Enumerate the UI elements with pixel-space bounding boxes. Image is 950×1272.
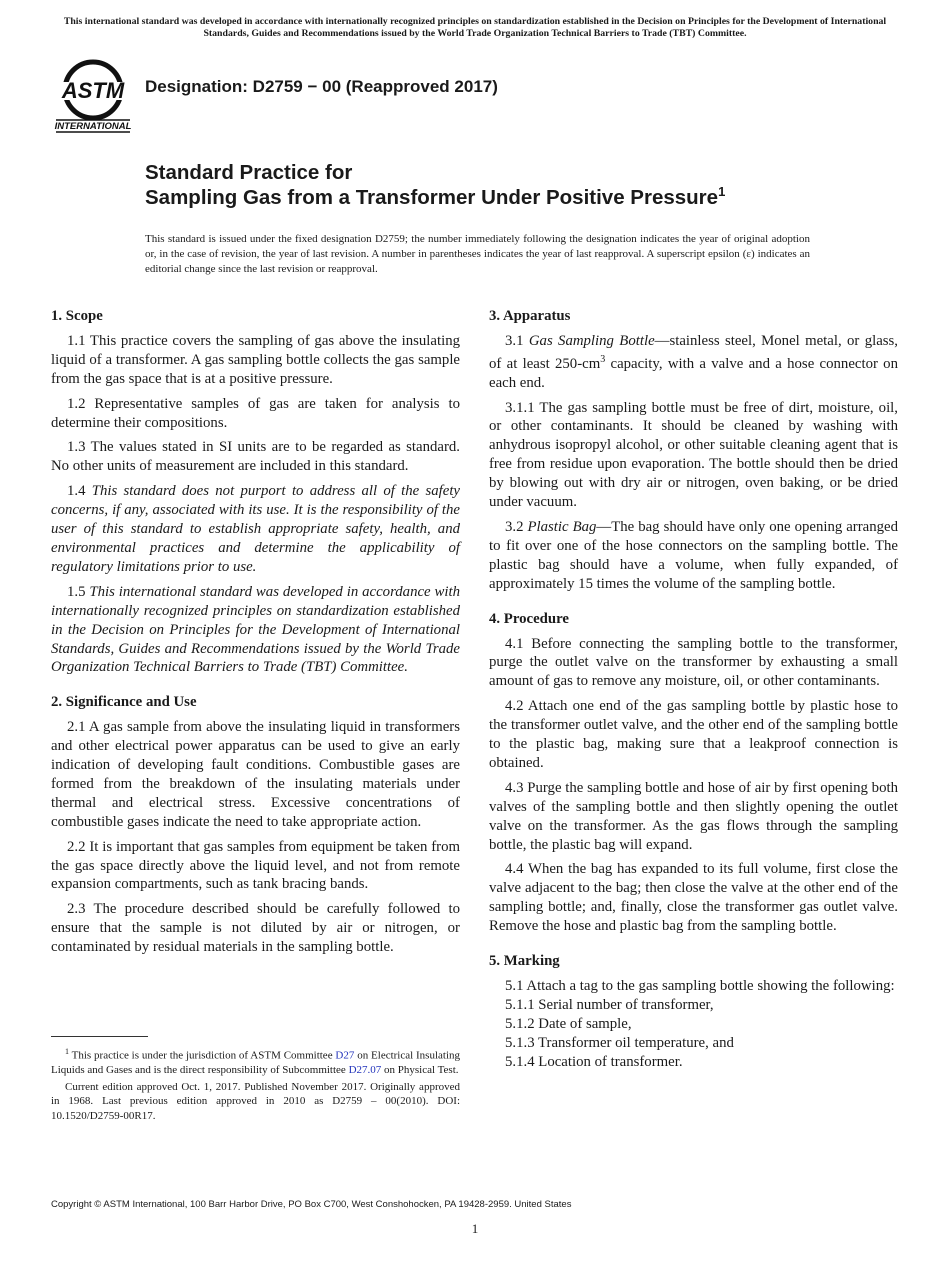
footnote: $^1$ This practice is under the jurisdiction of ASTM Committee D27 on Electrical Insulating Liquids and Gases and is the direct responsibility of Subcommittee D27.07 on Physical Test. bbox=[51, 1047, 461, 1077]
footnote: Current edition approved Oct. 1, 2017. Published November 2017. Originally approved in 1968. Last previous edition approved in 2010 as D2759 – 00(2010). DOI: 10.1520/D2759-00R17. bbox=[51, 1080, 460, 1122]
list-item: 5.1.2 Date of sample, bbox=[505, 1015, 632, 1032]
paragraph: 5.1 Attach a tag to the gas sampling bottle showing the following: bbox=[505, 978, 895, 995]
logo-name: INTERNATIONAL bbox=[54, 121, 132, 132]
astm-logo-icon bbox=[52, 56, 134, 136]
header-notice: This international standard was developed in accordance with internationally recognized principles on standardization established in the Decision on Principles for the Development of International Standards, Guides and Recommendations issued by the World Trade Organization Technical Barriers to Trade (TBT) Committee. bbox=[63, 16, 887, 39]
list-item: 5.1.4 Location of transformer. bbox=[505, 1053, 683, 1070]
paragraph: 3.2 Plastic Bag—The bag should have only one opening arranged to fit over one of the hose connectors on the sampling bottle. The plastic bag should have a volume, when fully expanded, of approximately 15 times the volume of the sampling bottle. bbox=[489, 518, 898, 592]
paragraph: 3.1 Gas Sampling Bottle—stainless steel, Monel metal, or glass, of at least $250-cm^3$ capacity, with a valve and a hose connector on each end. bbox=[489, 332, 898, 391]
page-number: 1 bbox=[471, 1221, 479, 1236]
paragraph: 4.2 Attach one end of the gas sampling bottle by plastic hose to the transformer outlet valve, and the other end of the sampling bottle to the plastic bag, making sure that a leakproof connection is obtained. bbox=[489, 698, 898, 771]
list-item: 5.1.3 Transformer oil temperature, and bbox=[505, 1034, 734, 1051]
section-scope bbox=[51, 307, 460, 677]
list-item: 5.1.1 Serial number of transformer, bbox=[505, 996, 714, 1013]
page-title bbox=[145, 160, 865, 210]
copyright-notice: Copyright © ASTM International, 100 Barr Harbor Drive, PO Box C700, West Conshohocken, PA 19428-2959. United States bbox=[51, 1199, 572, 1210]
paragraph: 1.3 The values stated in SI units are to be regarded as standard. No other units of measurement are included in this standard. bbox=[51, 439, 460, 475]
paragraph: 3.1.1 The gas sampling bottle must be free of dirt, moisture, oil, or other contaminants. It should be cleaned by washing with anhydrous isopropyl alcohol, or other suitable cleaning agent that is free from residue upon evaporation. The bottle should then be dried by blowing out with dry air or nitrogen, oven baking, or be dried under vacuum. bbox=[489, 399, 898, 511]
paragraph: 1.2 Representative samples of gas are taken for analysis to determine their compositions. bbox=[51, 395, 460, 431]
paragraph: 1.5 This international standard was developed in accordance with internationally recognized principles on standardization established in the Decision on Principles for the Development of International Standards, Guides and Recommendations issued by the World Trade Organization Technical Barriers to Trade (TBT) Committee. bbox=[51, 583, 460, 676]
paragraph: 4.3 Purge the sampling bottle and hose of air by first opening both valves of the sampling bottle and then slightly opening the outlet valve on the transformer. As the gas flows through the sampling bottle, the plastic bag will expand. bbox=[489, 779, 898, 853]
paragraph: 1.4 This standard does not purport to address all of the safety concerns, if any, associated with its use. It is the responsibility of the user of this standard to establish appropriate safety, health, and environmental practices and determine the applicability of regulatory limitations prior to use. bbox=[51, 483, 460, 575]
subcommittee-link[interactable]: D27.07 bbox=[348, 1064, 382, 1077]
section-marking bbox=[489, 952, 898, 1071]
section-significance bbox=[51, 693, 460, 957]
paragraph: 4.1 Before connecting the sampling bottle to the transformer, purge the outlet valve on the transformer by exhausting a small amount of gas to remove any moisture, oil, or other contaminants. bbox=[489, 635, 898, 690]
left-column bbox=[51, 307, 460, 973]
section-heading: 5. Marking bbox=[489, 953, 560, 970]
designation: Designation: D2759 − 00 (Reapproved 2017) bbox=[145, 77, 498, 96]
paragraph: 2.3 The procedure described should be carefully followed to ensure that the sample is not diluted by air or nitrogen, or contaminated by residual materials in the sampling bottle. bbox=[51, 901, 460, 956]
title-footnote-ref: 1 bbox=[718, 184, 726, 199]
title-line-2: Sampling Gas from a Transformer Under Positive Pressure$^1$ bbox=[145, 184, 726, 209]
section-heading: 2. Significance and Use bbox=[51, 694, 197, 711]
section-apparatus bbox=[489, 307, 898, 594]
section-procedure bbox=[489, 610, 898, 937]
section-heading: 4. Procedure bbox=[489, 610, 569, 627]
committee-link[interactable]: D27 bbox=[335, 1049, 355, 1062]
footnote-divider bbox=[51, 1036, 148, 1037]
paragraph: 2.2 It is important that gas samples from equipment be taken from the gas space directly above the liquid level, and not from remote expansion compartments, such as tank bracing bands. bbox=[51, 838, 460, 893]
footnotes bbox=[51, 1045, 460, 1125]
paragraph: 1.1 This practice covers the sampling of gas above the insulating liquid of a transformer. A gas sampling bottle collects the gas sample from the gas space that is at a positive pressure. bbox=[51, 332, 460, 387]
paragraph: 2.1 A gas sample from above the insulating liquid in transformers and other electrical power apparatus can be used to give an early indication of developing fault conditions. Combustible gases are formed from the breakdown of the insulating materials under thermal and electrical stress. Excessive concentrations of combustible gases indicate the need to take appropriate action. bbox=[51, 719, 460, 830]
logo-mark: ASTM bbox=[61, 78, 125, 103]
title-line-1: Standard Practice for bbox=[145, 161, 353, 184]
section-heading: 1. Scope bbox=[51, 308, 103, 324]
intro-note: This standard is issued under the fixed designation D2759; the number immediately following the designation indicates the year of original adoption or, in the case of revision, the year of last revision. A number in parentheses indicates the year of last reapproval. A superscript epsilon (ε) indicates an editorial change since the last revision or reapproval. bbox=[145, 233, 810, 275]
right-column bbox=[489, 307, 898, 1088]
section-heading: 3. Apparatus bbox=[489, 308, 571, 324]
paragraph: 4.4 When the bag has expanded to its full volume, first close the valve adjacent to the bag; then close the valve at the other end of the sampling bottle; and, finally, close the transformer gas outlet valve. Remove the hose and plastic bag from the sampling bottle. bbox=[489, 861, 898, 935]
